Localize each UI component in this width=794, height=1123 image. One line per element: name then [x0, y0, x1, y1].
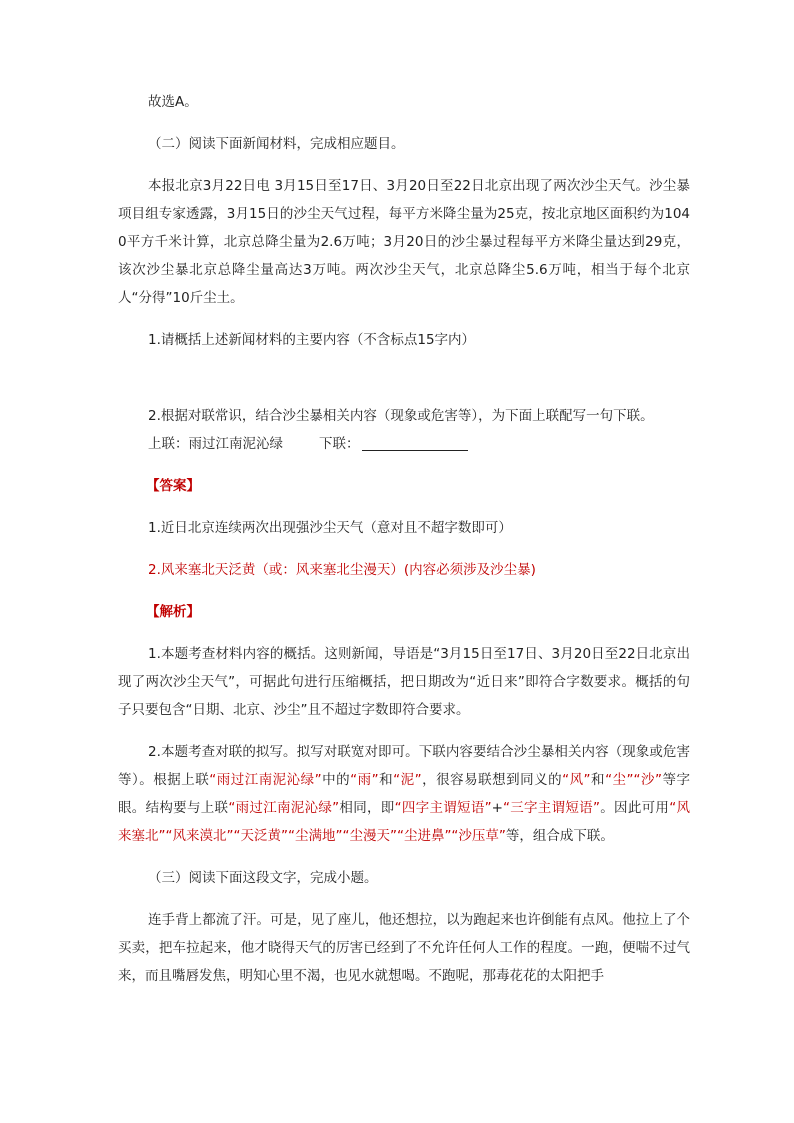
answer-heading: 【答案】 [146, 478, 200, 494]
analysis-heading: 【解析】 [146, 604, 200, 620]
section3-passage: 连手背上都流了汗。可是，见了座儿，他还想拉，以为跑起来也许倒能有点风。他拉上了个买卖，把车拉起来，他才晓得天气的厉害已经到了不允许任何人工作的程度。一跑，便喘不过气来，而且嘴唇发焦，明知心里不渴，也见水就想喝。不跑呢，那毒花花的太阳把手 [118, 912, 690, 984]
analysis-2-highlight: “雨” [350, 772, 379, 788]
prev-answer-choice: 故选A。 [148, 94, 198, 110]
question-1: 1.请概括上述新闻材料的主要内容（不含标点15字内） [148, 332, 476, 348]
section3-heading: （三）阅读下面这段文字，完成小题。 [148, 870, 378, 886]
analysis-2-highlight: “雨过江南泥沁绿” [228, 800, 340, 816]
answer-1: 1.近日北京连续两次出现强沙尘天气（意对且不超字数即可） [148, 520, 512, 536]
analysis-2-highlight: “四字主谓短语” [394, 800, 492, 816]
analysis-2-text: 相同，即 [339, 800, 395, 816]
analysis-2-highlight: “风来塞北”“风来漠北”“天泛黄”“尘满地”“尘漫天”“尘进鼻”“沙压草” [118, 800, 691, 844]
analysis-2-text: 2.本题考查对联的拟写。拟写对联宽对即可。下联内容要结合沙尘暴相关内容（现象或危害等）。根据上联 [118, 744, 690, 788]
analysis-2-highlight: “雨过江南泥沁绿” [209, 772, 322, 788]
question-2: 2.根据对联常识，结合沙尘暴相关内容（现象或危害等），为下面上联配写一句下联。 [148, 408, 654, 424]
analysis-2-text: 。因此可用 [599, 800, 670, 816]
analysis-2-text: 等字眼。结构要与上联 [118, 772, 691, 816]
analysis-2-text: 中的 [321, 772, 351, 788]
couplet-lower-blank [362, 436, 468, 451]
couplet-upper: 上联：雨过江南泥沁绿 [148, 436, 283, 452]
couplet-lower-label: 下联： [319, 436, 360, 452]
analysis-2-text: 等，组合成下联。 [505, 828, 614, 844]
analysis-2-text: 和 [378, 772, 394, 788]
analysis-2-text: ，很容易联想到同义的 [421, 772, 563, 788]
analysis-2-text: 和 [590, 772, 606, 788]
analysis-1: 1.本题考查材料内容的概括。这则新闻，导语是“3月15日至17日、3月20日至22日北京出现了两次沙尘天气”，可据此句进行压缩概括，把日期改为“近日来”即符合字数要求。概括的句子只要包含“日期、北京、沙尘”且不超过字数即符合要求。 [118, 646, 690, 718]
answer-2: 2.风来塞北天泛黄（或：风来塞北尘漫天）(内容必须涉及沙尘暴) [148, 562, 536, 578]
analysis-2-highlight: “风” [562, 772, 591, 788]
analysis-2-highlight: “泥” [393, 772, 422, 788]
analysis-2-highlight: “尘”“沙” [605, 772, 663, 788]
couplet-line [118, 430, 690, 458]
section2-heading: （二）阅读下面新闻材料，完成相应题目。 [148, 136, 405, 152]
analysis-2-text: + [491, 800, 503, 816]
news-paragraph: 本报北京3月22日电 3月15日至17日、3月20日至22日北京出现了两次沙尘天气。沙尘暴项目组专家透露，3月15日的沙尘天气过程，每平方米降尘量为25克，按北京地区面积约为1040平方千米计算，北京总降尘量为2.6万吨；3月20日的沙尘暴过程每平方米降尘量达到29克，该次沙尘暴北京总降尘量高达3万吨。两次沙尘天气，北京总降尘5.6万吨，相当于每个北京人“分得”10斤尘土。 [118, 178, 690, 306]
analysis-2 [118, 738, 690, 850]
document-content [118, 88, 690, 990]
analysis-2-highlight: “三字主谓短语” [502, 800, 600, 816]
